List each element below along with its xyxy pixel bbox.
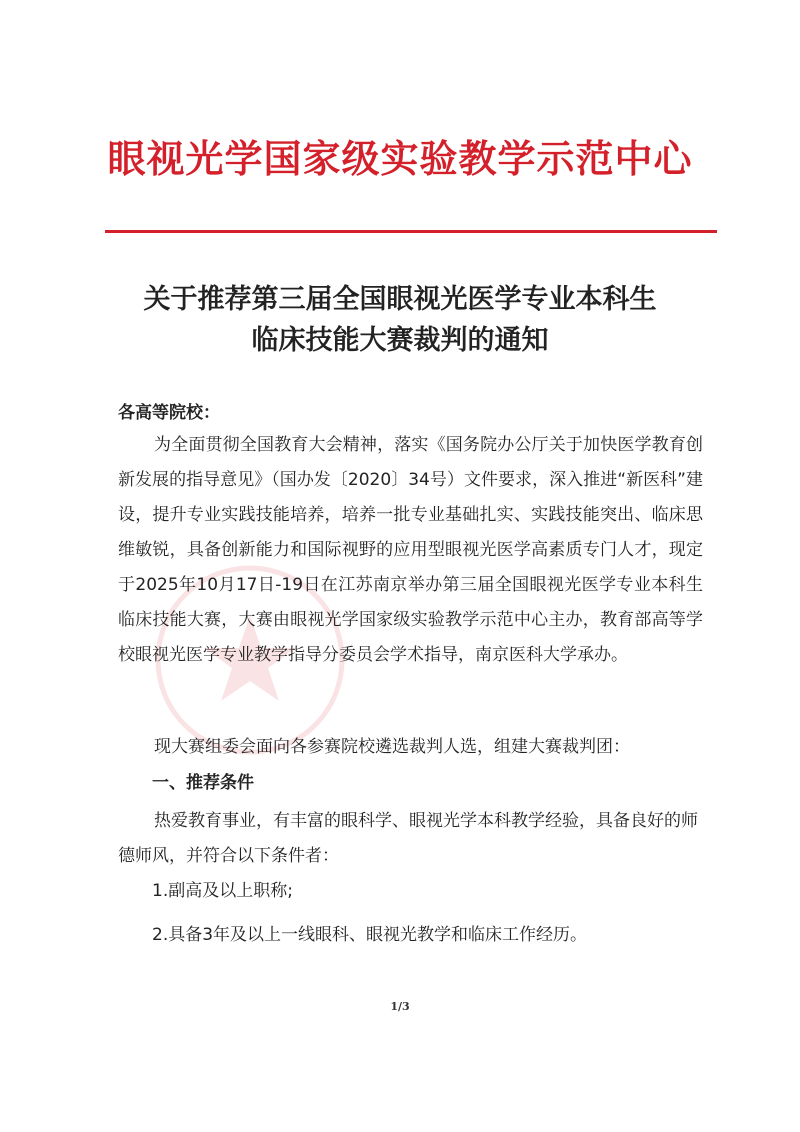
paragraph-conditions: 热爱教育事业，有丰富的眼科学、眼视光学本科教学经验，具备良好的师德师风，并符合以下条件者： [118,811,698,866]
paragraph-selection: 现大赛组委会面向各参赛院校遴选裁判人选，组建大赛裁判团： [154,737,630,757]
organization-title: 眼视光学国家级实验教学示范中心 [107,136,693,181]
list-item: 2.具备3年及以上一线眼科、眼视光教学和临床工作经历。 [152,925,588,945]
document-title-line-2: 临床技能大赛裁判的通知 [251,325,549,356]
list-item: 1.副高及以上职称; [152,881,293,901]
paragraph-intro: 为全面贯彻全国教育大会精神，落实《国务院办公厅关于加快医学教育创新发展的指导意见》（国办发〔2020〕34号）文件要求，深入推进“新医科”建设，提升专业实践技能培养，培养一批专业基础扎实、实践技能突出、临床思维敏锐，具备创新能力和国际视野的应用型眼视光医学高素质专门人才，现定于2025年10月17日-19日在江苏南京举办第三届全国眼视光医学专业本科生临床技能大赛，大赛由眼视光学国家级实验教学示范中心主办，教育部高等学校眼视光医学专业教学指导分委员会学术指导，南京医科大学承办。 [118,435,703,665]
page-number: 1/3 [390,1000,410,1013]
document-title-line-1: 关于推荐第三届全国眼视光医学专业本科生 [143,284,657,315]
red-divider-line [105,230,717,233]
section-heading-conditions: 一、推荐条件 [152,773,254,793]
salutation: 各高等院校： [118,403,220,423]
